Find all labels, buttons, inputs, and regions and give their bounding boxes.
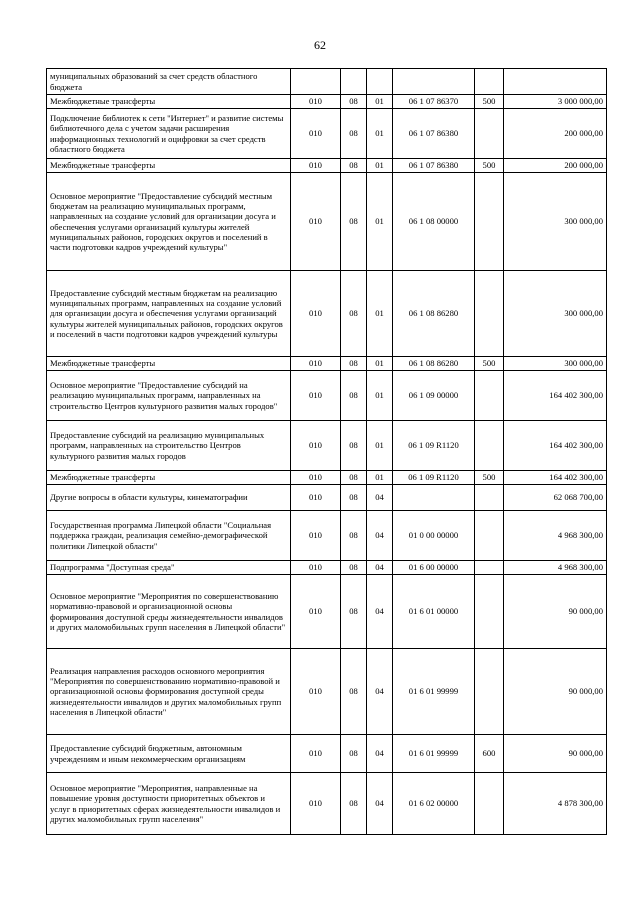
row-section-cell: 08 [341, 485, 367, 511]
table-row [47, 471, 607, 485]
row-subsection-cell: 01 [367, 159, 393, 173]
table-row [47, 95, 607, 109]
row-glv-cell: 010 [291, 735, 341, 773]
row-subsection-cell: 01 [367, 471, 393, 485]
table-row [47, 159, 607, 173]
row-name-cell: Реализация направления расходов основного мероприятия "Мероприятия по совершенствованию нормативно-правовой и организационной основы формирования доступной среды жизнедеятельности инвалидов и других маломобильных групп населения в Липецкой области" [47, 649, 291, 735]
row-name-cell: Другие вопросы в области культуры, кинематографии [47, 485, 291, 511]
budget-table-body [47, 69, 607, 835]
row-name-cell: Основное мероприятие "Мероприятия, направленные на повышение уровня доступности приоритетных объектов и услуг в приоритетных сферах жизнедеятельности инвалидов и других маломобильных групп населения" [47, 773, 291, 835]
row-glv-cell: 010 [291, 575, 341, 649]
row-subsection-cell: 04 [367, 561, 393, 575]
row-target-code-cell: 06 1 08 86280 [393, 357, 475, 371]
row-target-code-cell: 06 1 08 00000 [393, 173, 475, 271]
row-glv-cell: 010 [291, 773, 341, 835]
row-glv-cell: 010 [291, 371, 341, 421]
row-name-cell: Межбюджетные трансферты [47, 471, 291, 485]
page-number: 62 [314, 38, 326, 52]
row-amount-cell: 164 402 300,00 [504, 471, 607, 485]
row-amount-cell: 62 068 700,00 [504, 485, 607, 511]
row-name-cell: Государственная программа Липецкой области "Социальная поддержка граждан, реализация семейно-демографической политики Липецкой области" [47, 511, 291, 561]
row-expense-type-cell [475, 271, 504, 357]
table-row [47, 357, 607, 371]
row-section-cell: 08 [341, 173, 367, 271]
row-amount-cell: 164 402 300,00 [504, 371, 607, 421]
table-row [47, 735, 607, 773]
row-section-cell: 08 [341, 357, 367, 371]
row-section-cell: 08 [341, 421, 367, 471]
table-row [47, 271, 607, 357]
row-section-cell: 08 [341, 95, 367, 109]
row-section-cell: 08 [341, 471, 367, 485]
table-row [47, 173, 607, 271]
row-section-cell: 08 [341, 271, 367, 357]
row-glv-cell [291, 69, 341, 95]
row-glv-cell: 010 [291, 511, 341, 561]
row-subsection-cell: 01 [367, 357, 393, 371]
row-name-cell: Подключение библиотек к сети "Интернет" и развитие системы библиотечного дела с учетом задачи расширения информационных технологий и оцифровки за счет средств областного бюджета [47, 109, 291, 159]
row-subsection-cell: 01 [367, 109, 393, 159]
row-amount-cell: 3 000 000,00 [504, 95, 607, 109]
row-name-cell: Межбюджетные трансферты [47, 357, 291, 371]
row-name-cell: муниципальных образований за счет средств областного бюджета [47, 69, 291, 95]
row-subsection-cell: 04 [367, 773, 393, 835]
table-row [47, 485, 607, 511]
row-amount-cell: 90 000,00 [504, 649, 607, 735]
row-expense-type-cell [475, 109, 504, 159]
row-glv-cell: 010 [291, 173, 341, 271]
row-amount-cell: 300 000,00 [504, 357, 607, 371]
row-target-code-cell: 01 6 02 00000 [393, 773, 475, 835]
row-amount-cell: 4 968 300,00 [504, 561, 607, 575]
row-section-cell: 08 [341, 371, 367, 421]
row-subsection-cell: 01 [367, 173, 393, 271]
row-amount-cell: 90 000,00 [504, 575, 607, 649]
row-amount-cell: 300 000,00 [504, 271, 607, 357]
row-section-cell: 08 [341, 159, 367, 173]
row-expense-type-cell [475, 421, 504, 471]
row-expense-type-cell [475, 485, 504, 511]
row-subsection-cell: 04 [367, 485, 393, 511]
row-expense-type-cell: 600 [475, 735, 504, 773]
row-section-cell: 08 [341, 649, 367, 735]
row-expense-type-cell [475, 371, 504, 421]
row-expense-type-cell: 500 [475, 159, 504, 173]
row-subsection-cell: 01 [367, 421, 393, 471]
row-name-cell: Основное мероприятие "Предоставление субсидий на реализацию муниципальных программ, направленных на строительство Центров культурного развития малых городов" [47, 371, 291, 421]
row-name-cell: Основное мероприятие "Предоставление субсидий местным бюджетам на реализацию муниципальных программ, направленных на создание условий для организации досуга и обеспечения услугами организаций культуры жителей муниципальных районов, городских округов и поселений в части подготовки кадров учреждений культуры" [47, 173, 291, 271]
row-target-code-cell: 06 1 09 R1120 [393, 421, 475, 471]
row-amount-cell [504, 69, 607, 95]
row-glv-cell: 010 [291, 159, 341, 173]
row-name-cell: Межбюджетные трансферты [47, 159, 291, 173]
row-target-code-cell: 01 0 00 00000 [393, 511, 475, 561]
row-amount-cell: 4 968 300,00 [504, 511, 607, 561]
table-row [47, 511, 607, 561]
row-section-cell: 08 [341, 561, 367, 575]
row-name-cell: Основное мероприятие "Мероприятия по совершенствованию нормативно-правовой и организационной основы формирования доступной среды жизнедеятельности инвалидов и других маломобильных групп населения в Липецкой области" [47, 575, 291, 649]
row-section-cell: 08 [341, 511, 367, 561]
row-expense-type-cell [475, 511, 504, 561]
row-target-code-cell: 06 1 08 86280 [393, 271, 475, 357]
table-row [47, 69, 607, 95]
row-glv-cell: 010 [291, 471, 341, 485]
table-row [47, 371, 607, 421]
row-subsection-cell: 04 [367, 649, 393, 735]
row-target-code-cell: 06 1 09 00000 [393, 371, 475, 421]
row-section-cell [341, 69, 367, 95]
row-expense-type-cell [475, 773, 504, 835]
row-target-code-cell: 06 1 07 86370 [393, 95, 475, 109]
row-section-cell: 08 [341, 575, 367, 649]
row-amount-cell: 300 000,00 [504, 173, 607, 271]
row-glv-cell: 010 [291, 561, 341, 575]
row-expense-type-cell [475, 69, 504, 95]
row-name-cell: Предоставление субсидий бюджетным, автономным учреждениям и иным некоммерческим организациям [47, 735, 291, 773]
row-target-code-cell: 01 6 01 99999 [393, 735, 475, 773]
row-section-cell: 08 [341, 773, 367, 835]
row-glv-cell: 010 [291, 95, 341, 109]
row-expense-type-cell: 500 [475, 357, 504, 371]
row-subsection-cell: 01 [367, 371, 393, 421]
table-row [47, 561, 607, 575]
row-target-code-cell: 06 1 07 86380 [393, 109, 475, 159]
table-row [47, 575, 607, 649]
row-glv-cell: 010 [291, 357, 341, 371]
row-target-code-cell [393, 69, 475, 95]
table-row [47, 421, 607, 471]
row-target-code-cell: 06 1 07 86380 [393, 159, 475, 173]
row-name-cell: Предоставление субсидий на реализацию муниципальных программ, направленных на строительство Центров культурного развития малых городов [47, 421, 291, 471]
row-target-code-cell: 01 6 01 00000 [393, 575, 475, 649]
row-glv-cell: 010 [291, 109, 341, 159]
row-target-code-cell: 01 6 00 00000 [393, 561, 475, 575]
row-expense-type-cell [475, 173, 504, 271]
row-glv-cell: 010 [291, 485, 341, 511]
row-section-cell: 08 [341, 109, 367, 159]
row-subsection-cell: 04 [367, 735, 393, 773]
row-expense-type-cell: 500 [475, 471, 504, 485]
table-row [47, 649, 607, 735]
row-subsection-cell [367, 69, 393, 95]
row-subsection-cell: 04 [367, 575, 393, 649]
row-expense-type-cell [475, 575, 504, 649]
row-amount-cell: 200 000,00 [504, 109, 607, 159]
table-row [47, 773, 607, 835]
table-row [47, 109, 607, 159]
row-expense-type-cell [475, 561, 504, 575]
row-amount-cell: 90 000,00 [504, 735, 607, 773]
row-subsection-cell: 01 [367, 95, 393, 109]
row-glv-cell: 010 [291, 649, 341, 735]
row-target-code-cell [393, 485, 475, 511]
budget-table [46, 68, 607, 835]
row-glv-cell: 010 [291, 271, 341, 357]
row-amount-cell: 4 878 300,00 [504, 773, 607, 835]
row-section-cell: 08 [341, 735, 367, 773]
row-amount-cell: 200 000,00 [504, 159, 607, 173]
row-name-cell: Межбюджетные трансферты [47, 95, 291, 109]
row-glv-cell: 010 [291, 421, 341, 471]
row-expense-type-cell [475, 649, 504, 735]
row-subsection-cell: 01 [367, 271, 393, 357]
row-amount-cell: 164 402 300,00 [504, 421, 607, 471]
row-target-code-cell: 06 1 09 R1120 [393, 471, 475, 485]
row-expense-type-cell: 500 [475, 95, 504, 109]
row-name-cell: Подпрограмма "Доступная среда" [47, 561, 291, 575]
row-target-code-cell: 01 6 01 99999 [393, 649, 475, 735]
row-subsection-cell: 04 [367, 511, 393, 561]
row-name-cell: Предоставление субсидий местным бюджетам на реализацию муниципальных программ, направленных на создание условий для организации досуга и обеспечения услугами организаций культуры жителей муниципальных районов, городских округов и поселений в части подготовки кадров учреждений культуры [47, 271, 291, 357]
